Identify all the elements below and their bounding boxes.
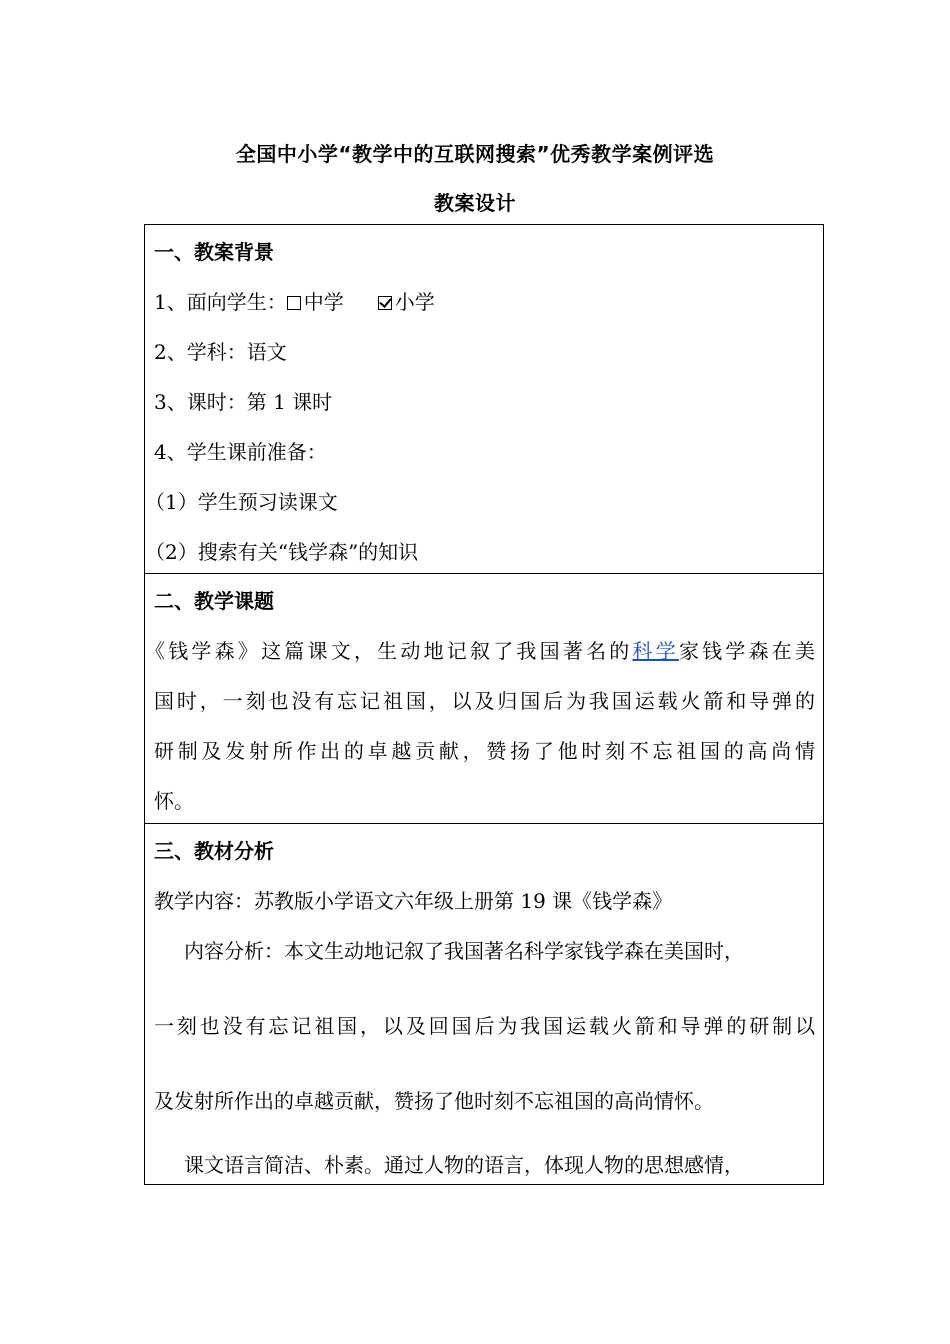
topic-text: 《钱学森》这篇课文，生动地记叙了我国著名的 [145,639,633,663]
language-line: 课文语言简洁、朴素。通过人物的语言，体现人物的思想感情， [184,1153,744,1177]
topic-line: 国时，一刻也没有忘记祖国，以及归国后为我国运载火箭和导弹的 [154,689,815,713]
subject-line: 2、学科：语文 [154,340,287,364]
document-title: 全国中小学“教学中的互联网搜索”优秀教学案例评选 [235,142,715,166]
prep-item: （1）学生预习读课文 [145,490,338,514]
audience-row [154,288,435,316]
lesson-time-line: 3、课时：第 1 课时 [154,390,333,414]
section-material-analysis [144,823,824,1185]
prep-label: 4、学生课前准备： [154,440,327,464]
audience-label: 1、面向学生： [154,290,287,314]
option-primary-label: 小学 [394,290,435,314]
section-heading: 三、教材分析 [154,839,274,863]
topic-text: 家钱学森在美 [678,639,816,663]
content-line: 教学内容：苏教版小学语文六年级上册第 19 课《钱学森》 [154,889,673,913]
section-heading: 二、教学课题 [154,589,274,613]
document-subtitle: 教案设计 [434,191,516,215]
option-middle-label: 中学 [303,290,344,314]
analysis-line: 内容分析：本文生动地记叙了我国著名科学家钱学森在美国时， [184,939,744,963]
analysis-line: 一刻也没有忘记祖国，以及回国后为我国运载火箭和导弹的研制以 [154,1014,815,1038]
section-heading: 一、教案背景 [154,240,274,264]
topic-line: 研制及发射所作出的卓越贡献，赞扬了他时刻不忘祖国的高尚情 [154,739,815,763]
prep-item: （2）搜索有关“钱学森”的知识 [145,540,419,564]
section-background [144,224,824,574]
checkbox-middle-school[interactable] [287,296,301,310]
topic-line: 怀。 [154,789,194,813]
science-link[interactable]: 科学 [632,639,679,663]
checkbox-primary-school[interactable] [378,296,392,310]
topic-line [145,637,815,665]
section-topic [144,573,824,824]
analysis-line: 及发射所作出的卓越贡献，赞扬了他时刻不忘祖国的高尚情怀。 [154,1089,714,1113]
